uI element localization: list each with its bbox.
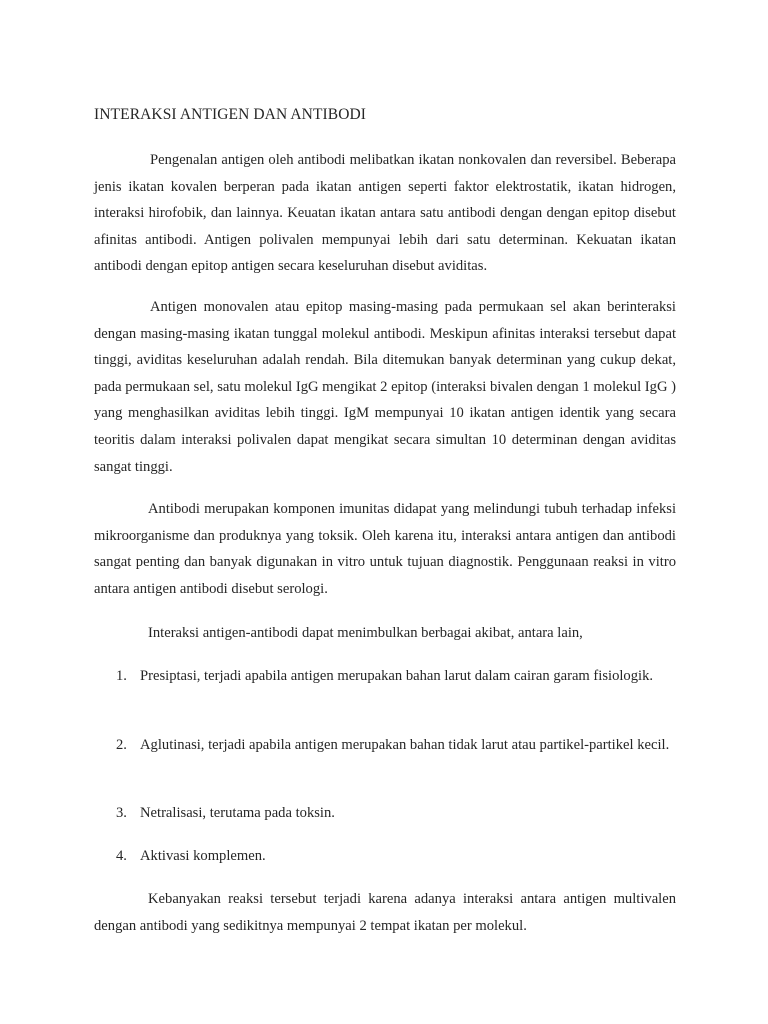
list-item-number: 1.	[116, 668, 127, 684]
list-item-text: Netralisasi, terutama pada toksin.	[140, 805, 335, 821]
paragraph-3: Antibodi merupakan komponen imunitas didapat yang melindungi tubuh terhadap infeksi mikroorganisme dan produknya yang toksik. Oleh karena itu, interaksi antara antigen dan antibodi sangat penting dan banyak digunakan in vitro untuk tujuan diagnostik. Penggunaan reaksi in vitro antara antigen antibodi disebut serologi.	[94, 501, 676, 597]
list-item-number: 4.	[116, 848, 127, 864]
paragraph-2: Antigen monovalen atau epitop masing-masing pada permukaan sel akan berinteraksi dengan masing-masing ikatan tunggal molekul antibodi. Meskipun afinitas interaksi tersebut dapat tinggi, aviditas keseluruhan adalah rendah. Bila ditemukan banyak determinan yang cukup dekat, pada permukaan sel, satu molekul IgG mengikat 2 epitop (interaksi bivalen dengan 1 molekul IgG ) yang menghasilkan aviditas lebih tinggi. IgM mempunyai 10 ikatan antigen identik yang secara teoritis dalam interaksi polivalen dapat mengikat secara simultan 10 determinan dengan aviditas sangat tinggi.	[94, 299, 676, 475]
list-item-number: 2.	[116, 737, 127, 753]
paragraph-1: Pengenalan antigen oleh antibodi melibatkan ikatan nonkovalen dan reversibel. Beberapa jenis ikatan kovalen berperan pada ikatan antigen seperti faktor elektrostatik, ikatan hidrogen, interaksi hirofobik, dan lainnya. Keuatan ikatan antara satu antibodi dengan dengan epitop disebut afinitas antibodi. Antigen polivalen mempunyai lebih dari satu determinan. Kekuatan ikatan antibodi dengan epitop antigen secara keseluruhan disebut aviditas.	[94, 152, 676, 275]
list-item	[116, 843, 676, 870]
list-item-number: 3.	[116, 805, 127, 821]
list-item	[116, 800, 676, 827]
list-item	[116, 732, 676, 759]
closing-paragraph: Kebanyakan reaksi tersebut terjadi karena adanya interaksi antara antigen multivalen dengan antibodi yang sedikitnya mempunyai 2 tempat ikatan per molekul.	[94, 891, 676, 934]
list-item	[116, 663, 676, 690]
paragraph-4: Interaksi antigen-antibodi dapat menimbulkan berbagai akibat, antara lain,	[148, 625, 583, 641]
list-item-text: Aktivasi komplemen.	[140, 848, 266, 864]
list-item-text: Presiptasi, terjadi apabila antigen merupakan bahan larut dalam cairan garam fisiologik.	[140, 668, 654, 684]
list-item-text: Aglutinasi, terjadi apabila antigen merupakan bahan tidak larut atau partikel-partikel kecil.	[140, 737, 670, 753]
document-title: INTERAKSI ANTIGEN DAN ANTIBODI	[94, 106, 367, 123]
